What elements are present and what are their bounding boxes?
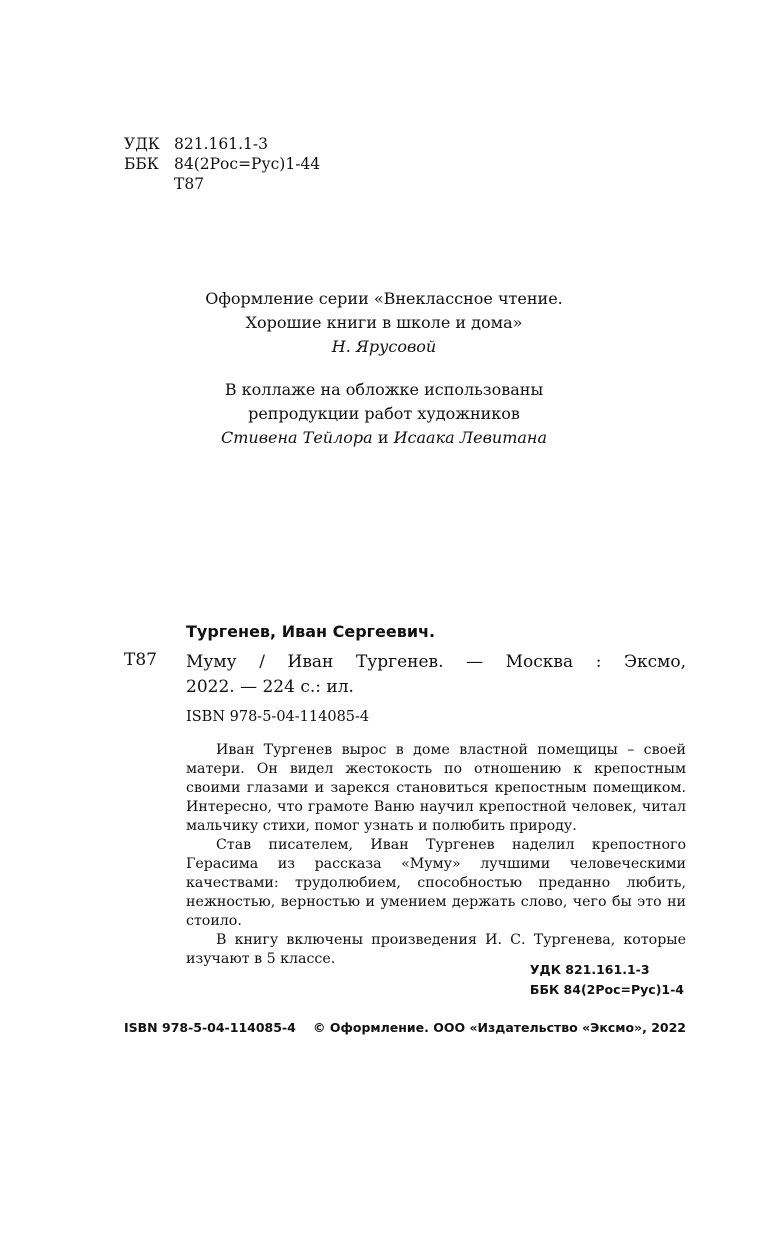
classification-block [124,134,320,194]
artist-joiner: и [377,428,389,447]
series-line-2: Хорошие книги в школе и дома» [245,313,523,332]
annotation-paragraph-2: Став писателем, Иван Тургенев наделил крепостного Герасима из рассказа «Муму» лучшими человеческими качествами: трудолюбием, способностью преданно любить, нежностью, верностью и умением держать слово, чего бы это ни стоило. [186,837,686,929]
record-isbn: ISBN 978-5-04-114085-4 [186,709,370,725]
udk-label: УДК [124,135,160,153]
footer-copyright: © Оформление. ООО «Издательство «Эксмо», 2022 [313,1020,686,1035]
title-word: / [259,652,265,672]
udk-bottom: УДК 821.161.1-3 [529,962,650,977]
author-mark-row [124,174,320,194]
artist-2: Исаака Левитана [393,428,547,447]
record-title [186,650,686,700]
cover-line-1: В коллаже на обложке использованы [224,380,544,399]
footer-isbn: ISBN 978-5-04-114085-4 [124,1020,296,1035]
record-author: Тургенев, Иван Сергеевич. [186,622,436,641]
annotation [186,741,686,969]
series-credits [0,287,768,359]
series-designer: Н. Ярусовой [331,337,437,356]
udk-value: 821.161.1-3 [174,135,268,153]
title-line-1 [186,650,686,675]
author-mark: Т87 [174,175,205,193]
title-line-2: 2022. — 224 с.: ил. [186,677,354,697]
bbk-row [124,154,320,174]
title-word: : [595,652,602,672]
title-word: — [466,652,484,672]
bbk-label: ББК [124,155,159,173]
index-bottom [530,960,684,1000]
title-word: Москва [505,652,574,672]
title-word: Тургенев. [355,652,444,672]
annotation-paragraph-1: Иван Тургенев вырос в доме властной помещицы – своей матери. Он видел жестокость по отношению к крепостным своими глазами и зарекся становиться крепостным помещиком. Интересно, что грамоте Ваню научил крепостной человек, читал мальчику стихи, помог узнать и полюбить природу. [186,742,686,834]
footer [124,1020,686,1035]
annotation-paragraph-3: В книгу включены произведения И. С. Тургенева, которые изучают в 5 классе. [186,932,686,967]
title-word: Эксмо, [623,652,686,672]
title-word: Муму [186,652,237,672]
artist-1: Стивена Тейлора [221,428,373,447]
udk-row [124,134,320,154]
title-word: Иван [287,652,334,672]
cover-credits [0,378,768,450]
bbk-bottom: ББК 84(2Рос=Рус)1-4 [529,982,684,997]
bbk-value: 84(2Рос=Рус)1-44 [174,155,321,173]
cover-artists [0,426,768,450]
series-line-1: Оформление серии «Внеклассное чтение. [205,289,563,308]
cover-line-2: репродукции работ художников [248,404,520,423]
record-code: Т87 [124,650,157,670]
